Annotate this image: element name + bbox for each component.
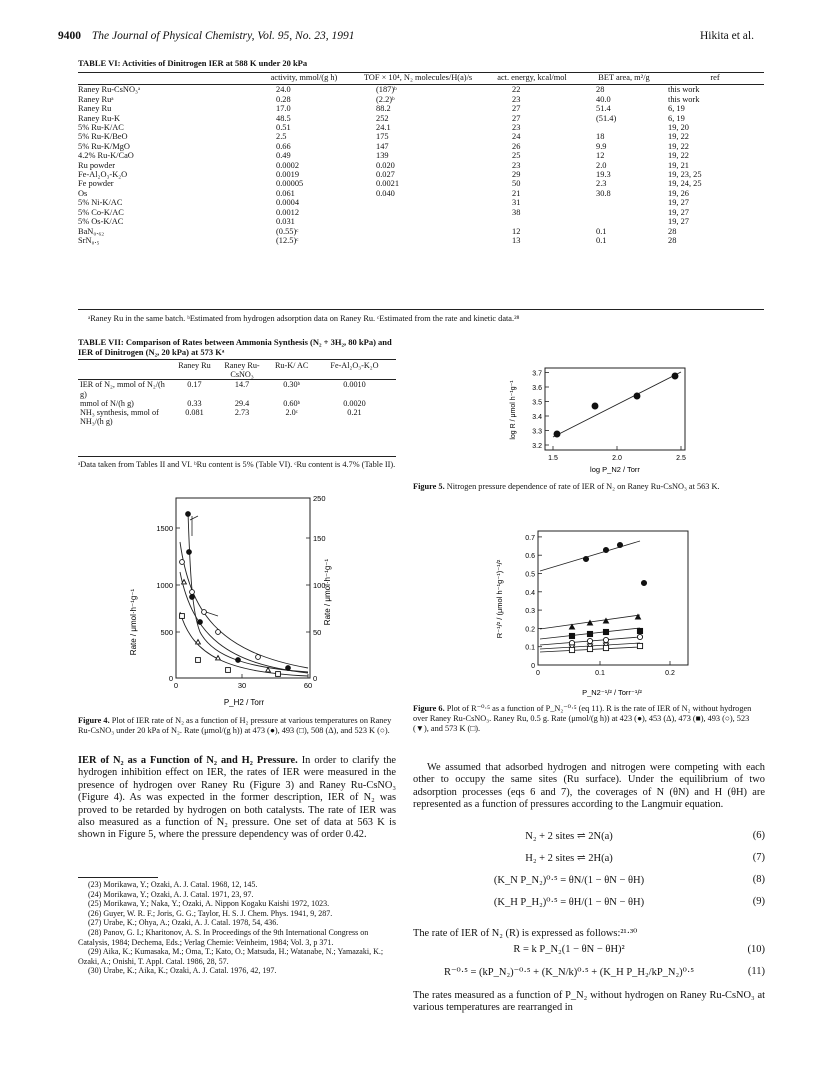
table6-cell: 88.2: [376, 104, 391, 114]
table-row: [78, 161, 764, 170]
table6-cell: 13: [512, 235, 521, 245]
table6-cell: 5% Ni-K/AC: [78, 198, 123, 208]
table6-cell: 19, 21: [668, 160, 689, 170]
table6-cell: [582, 198, 666, 207]
table6-cell: 0.28: [276, 94, 291, 104]
section-heading: IER of N₂ as a Function of N₂ and H₂ Pressure.: [78, 755, 298, 766]
table6-cell: 23: [512, 123, 521, 133]
table7: [78, 361, 396, 426]
equation-number: (9): [752, 896, 765, 907]
data-point: [216, 630, 221, 635]
table6-cell: [354, 236, 482, 245]
table6-cell: 6, 19: [668, 104, 685, 114]
table-row: [78, 217, 764, 226]
equation: [413, 874, 765, 896]
table6-cell: SrN₀.₅: [78, 235, 100, 245]
table6-cell: 28: [668, 226, 677, 236]
table-row: [78, 380, 396, 399]
table6-cell: 175: [376, 132, 389, 142]
data-point: [236, 658, 241, 663]
table6-cell: Raney Ru-K: [78, 113, 121, 123]
table6-header: activity, mmol/(g h): [254, 73, 354, 85]
table7-cell: 0.17: [187, 380, 202, 390]
data-point: [569, 647, 574, 652]
fig6-caption-text: Plot of R⁻⁰·⁵ as a function of P_N₂⁻⁰·⁵ (eq 11). R is the rate of IER of N₂ without hydrogen over Raney Ru-CsNO₃. Raney Ru, 0.5 g. Rate (μmol/(g h)) at 423 (●), 453 (Δ), 473 (■), 493 (○), 523 (▼), and 573 K (□).: [413, 704, 752, 734]
table-row: [78, 151, 764, 160]
data-point: [180, 614, 185, 619]
reference-item: (23) Morikawa, Y.; Ozaki, A. J. Catal. 1968, 12, 145.: [88, 880, 258, 889]
table6-caption: TABLE VI: Activities of Dinitrogen IER at 588 K under 20 kPa: [78, 58, 308, 68]
fig5-xlabel: log P_N2 / Torr: [590, 465, 640, 474]
table-row: [78, 170, 764, 179]
fig6-ytick: 0: [531, 663, 535, 670]
table6-cell: BaN₀.₆₂: [78, 226, 105, 236]
fig5-caption-text: Nitrogen pressure dependence of rate of IER of N₂ on Raney Ru-CsNO₃ at 563 K.: [446, 482, 720, 491]
table-row: [78, 227, 764, 236]
fig4-caption: [78, 716, 396, 736]
table6-cell: Os: [78, 188, 88, 198]
table-row: [78, 236, 764, 245]
table6-cell: 24: [512, 132, 521, 142]
data-point: [226, 668, 231, 673]
table7-cell: NH₃ synthesis, mmol of NH₃/(h g): [80, 408, 159, 427]
table6-cell: [482, 217, 582, 226]
table6-cell: 5% Co-K/AC: [78, 207, 124, 217]
table6-cell: Raney Ruᵃ: [78, 94, 114, 104]
table7-header: Raney Ru: [175, 361, 213, 380]
table6-cell: 19, 26: [668, 188, 689, 198]
table6-cell: 19, 23, 25: [668, 170, 702, 180]
table7-cell: 0.0010: [343, 380, 366, 390]
data-point: [592, 403, 598, 409]
table6-cell: 48.5: [276, 113, 291, 123]
data-point: [637, 643, 642, 648]
fig4-ylabel-right: Rate / μmol·h⁻¹g⁻¹: [323, 558, 332, 626]
right-paragraph-3: The rates measured as a function of P_N₂ without hydrogen on Raney Ru-CsNO₃ at various temperatures are rearranged in: [413, 990, 765, 1014]
table6-cell: 0.0019: [276, 170, 300, 180]
fig4-ytick-right: 100: [313, 581, 326, 590]
fig4-caption-label: Figure 4.: [78, 716, 110, 725]
table6-cell: 12: [596, 151, 605, 161]
table6-cell: Ru powder: [78, 160, 115, 170]
table-row: [78, 179, 764, 188]
data-point: [587, 638, 592, 643]
table-row: [78, 85, 764, 95]
data-point: [583, 556, 588, 561]
fig6-ytick: 0.7: [525, 534, 535, 542]
table6-cell: 21: [512, 188, 521, 198]
data-point: [603, 645, 608, 650]
fig6-ytick: 0.1: [525, 644, 535, 652]
table7-cell: 0.081: [185, 408, 204, 418]
fig4-xtick: 60: [303, 681, 313, 690]
data-point: [187, 550, 192, 555]
table6-cell: 5% Ru-K/BeO: [78, 132, 128, 142]
fig4-xtick: 0: [173, 681, 179, 690]
fig5-xtick: 1.5: [548, 455, 558, 462]
table6-cell: [582, 123, 666, 132]
equation-number: (6): [752, 830, 765, 841]
table6-header: ref: [666, 73, 764, 85]
fig5-ytick: 3.3: [532, 428, 542, 436]
fig5-ylabel: log R / μmol h⁻¹g⁻¹: [510, 380, 517, 440]
fig4-ytick-right: 250: [313, 494, 326, 503]
table6-cell: 26: [512, 141, 521, 151]
left-paragraph: [78, 755, 396, 842]
table6-cell: 23: [512, 160, 521, 170]
table7-cell: 0.60ᵇ: [283, 398, 301, 408]
fig4-ytick-right: 50: [313, 628, 322, 637]
table-row: [78, 132, 764, 141]
journal-citation: The Journal of Physical Chemistry, Vol. 95, No. 23, 1991: [91, 30, 355, 42]
table6-cell: 40.0: [596, 94, 611, 104]
table6-cell: 9.9: [596, 141, 607, 151]
table6-cell: 38: [512, 207, 521, 217]
table-row: [78, 399, 396, 408]
data-point: [180, 560, 185, 565]
left-paragraph-text: In order to clarify the hydrogen inhibition effect on IER, the rates of IER were measured in the presence of hydrogen over Raney Ru (Figure 3) and Raney Ru-CsNO₃ (Figure 4). As was expected in the former description, IER of N₂ was proved to be retarded by hydrogen on both catalysts. The rate of IER was also measured as a function of N₂ pressure. One set of data at 563 K is shown in Figure 5, where the pressure dependency was of order 0.42.: [78, 755, 397, 841]
data-point: [587, 631, 592, 636]
table7-cell: mmol of N/(h g): [80, 398, 134, 408]
equation-text: (K_H P_H₂)⁰·⁵ = θH/(1 − θN − θH): [493, 897, 645, 908]
table6-cell: 27: [512, 104, 521, 114]
table6-cell: 24.0: [276, 85, 291, 95]
equations-10-11: [413, 944, 765, 988]
table7-header: Ru-K/ AC: [270, 361, 313, 380]
table6-cell: 28: [596, 85, 605, 95]
data-point: [637, 628, 642, 633]
equation-text: R = k P_N₂(1 − θN − θH)²: [513, 944, 625, 955]
fig4-xlabel: P_H2 / Torr: [223, 698, 265, 707]
table6-cell: 19, 27: [668, 207, 689, 217]
table6-cell: 6, 19: [668, 113, 685, 123]
fig6-ytick: 0.6: [525, 553, 535, 561]
table6-cell: 0.061: [276, 188, 295, 198]
fig5-ytick: 3.6: [532, 385, 542, 392]
data-point: [603, 547, 608, 552]
table7-cell: IER of N₂, mmol of N₂/(h g): [80, 380, 165, 399]
fig4-xtick: 30: [237, 681, 247, 690]
fig4-ytick-right: 150: [313, 534, 326, 543]
table7-cell: 0.21: [347, 408, 362, 418]
data-point: [587, 620, 592, 625]
fig6-xtick: 0.1: [595, 670, 605, 677]
equations-6-9: [413, 830, 765, 918]
figure-5: [505, 362, 695, 477]
table6-cell: (12.5)ᶜ: [276, 235, 299, 245]
equation: [413, 966, 765, 988]
table6-cell: Raney Ru: [78, 104, 112, 114]
table6-cell: 19, 24, 25: [668, 179, 702, 189]
table6-cell: 0.040: [376, 188, 395, 198]
reference-item: (27) Urabe, K.; Ohya, A.; Ozaki, A. J. Catal. 1978, 54, 436.: [88, 918, 279, 928]
fig5-xtick: 2.0: [612, 455, 622, 462]
table6-cell: 0.031: [276, 217, 295, 227]
table6-cell: (2.2)ᵇ: [376, 94, 395, 104]
reference-item: (28) Panov, G. I.; Kharitonov, A. S. In Proceedings of the 9th International Congress on Catalysis, 1984; Dechema, Eds.; Verlag Chemie: Veinheim, 1984; Vol. 3, p 371.: [78, 927, 369, 947]
table6-cell: 19, 22: [668, 141, 689, 151]
table6-cell: 27: [512, 113, 521, 123]
table-row: [78, 104, 764, 113]
table6-cell: 0.66: [276, 141, 291, 151]
table6-cell: 2.3: [596, 179, 607, 189]
table6-cell: 0.020: [376, 160, 395, 170]
table6-cell: 0.0004: [276, 198, 300, 208]
data-point: [202, 610, 207, 615]
table6-header: TOF × 10⁴, N₂ molecules/H(a)/s: [354, 73, 482, 85]
data-point: [286, 666, 291, 671]
fig6-ylabel: R⁻¹/² / (μmol h⁻¹g⁻¹)⁻¹/²: [495, 559, 504, 639]
table6-header: BET area, m²/g: [582, 73, 666, 85]
reference-item: (26) Guyer, W. R. F.; Joris, G. G.; Taylor, H. S. J. Chem. Phys. 1941, 9, 287.: [88, 908, 333, 918]
table6-cell: 19, 20: [668, 123, 689, 133]
table6-cell: 0.1: [596, 235, 607, 245]
table6-cell: 24.1: [376, 123, 391, 133]
table-row: [78, 114, 764, 123]
table6-cell: 23: [512, 94, 521, 104]
table6-cell: 147: [376, 141, 389, 151]
data-point: [554, 431, 560, 437]
table-row: [78, 142, 764, 151]
table7-cell: 2.0ᶜ: [285, 408, 298, 418]
table7-cell: 0.33: [187, 398, 202, 408]
table6-cell: 0.0012: [276, 207, 300, 217]
table6-cell: 17.0: [276, 104, 291, 114]
equation: [413, 944, 765, 966]
table7-header: Raney Ru-CsNO₃: [214, 361, 271, 380]
table6-cell: 31: [512, 198, 521, 208]
fig6-ytick: 0.3: [525, 608, 535, 616]
data-point: [603, 629, 608, 634]
equation: [413, 852, 765, 874]
reference-item: (24) Morikawa, Y.; Ozaki, A. J. Catal. 1971, 23, 97.: [88, 889, 254, 899]
equation-number: (7): [752, 852, 765, 863]
fig4-ytick-left: 500: [160, 628, 173, 637]
data-point: [190, 595, 195, 600]
table6-cell: [582, 208, 666, 217]
reference-item: (30) Urabe, K.; Aika, K.; Ozaki, A. J. Catal. 1976, 42, 197.: [88, 966, 277, 976]
data-point: [634, 393, 640, 399]
data-point: [276, 672, 281, 677]
reference-item: (25) Morikawa, Y.; Naka, Y.; Ozaki, A. Nippon Kogaku Kaishi 1972, 1023.: [88, 899, 330, 909]
equation-number: (8): [752, 874, 765, 885]
page-number: 9400: [58, 30, 81, 42]
fig5-ytick: 3.7: [532, 370, 542, 378]
table6-cell: 4.2% Ru-K/CaO: [78, 151, 134, 161]
table7-header: [78, 361, 175, 380]
table6-cell: (187)ᵇ: [376, 85, 397, 95]
data-point: [216, 656, 221, 660]
table6-cell: Raney Ru-CsNO₃ᵃ: [78, 85, 141, 95]
table-row: [78, 189, 764, 198]
table6-cell: (0.55)ᶜ: [276, 226, 299, 236]
data-point: [603, 637, 608, 642]
table6-cell: Fe-Al₂O₃-K₂O: [78, 170, 128, 180]
data-point: [637, 634, 642, 639]
fig4-ytick-left: 1500: [156, 524, 173, 533]
table6-cell: (51.4): [596, 113, 617, 123]
right-paragraph-2: The rate of IER of N₂ (R) is expressed as follows:²¹·³⁰: [413, 928, 638, 939]
table-row: [78, 198, 764, 207]
table6-header: [78, 73, 254, 85]
fig6-ytick: 0.2: [525, 626, 535, 634]
table6-cell: 51.4: [596, 104, 611, 114]
fig5-caption-label: Figure 5.: [413, 482, 445, 491]
table6-cell: 19, 27: [668, 217, 689, 227]
table-row: [78, 95, 764, 104]
table7-cell: 14.7: [234, 380, 250, 390]
table7-footnote: ᵃData taken from Tables II and VI. ᵇRu content is 5% (Table VI). ᶜRu content is 4.7% (Table II).: [78, 460, 396, 469]
fig6-caption-label: Figure 6.: [413, 704, 445, 713]
figure-6: [490, 525, 700, 700]
table6-cell: 5% Os-K/AC: [78, 217, 124, 227]
data-point: [196, 640, 201, 644]
table-row: [78, 208, 764, 217]
equation-number: (10): [747, 944, 765, 955]
fig4-ytick-left: 0: [168, 674, 173, 683]
data-point: [641, 580, 646, 585]
fig5-ytick: 3.4: [532, 414, 542, 421]
fig5-ytick: 3.5: [532, 399, 542, 407]
table6-cell: [354, 208, 482, 217]
equation-text: (K_N P_N₂)⁰·⁵ = θN/(1 − θN − θH): [493, 875, 645, 886]
equation: [413, 830, 765, 852]
fig5-caption: [413, 482, 765, 492]
table6-footnote: ᵃRaney Ru in the same batch. ᵇEstimated from hydrogen adsorption data on Raney Ru. ᶜEstimated from the rate and kinetic data.²⁸: [88, 314, 520, 323]
figure-4: [118, 492, 348, 712]
table7-caption: TABLE VII: Comparison of Rates between Ammonia Synthesis (N₂ + 3H₂, 80 kPa) and IER of Dinitrogen (N₂, 20 kPa) at 573 Kᵃ: [78, 337, 392, 357]
table7-cell: 2.73: [234, 408, 250, 418]
equation: [413, 896, 765, 918]
table6-cell: 0.51: [276, 123, 291, 133]
fig4-ytick-right: 0: [313, 674, 318, 683]
right-paragraph-1: We assumed that adsorbed hydrogen and nitrogen were competing with each other to occupy the same sites (Ru surface). Under the equilibrium of two adsorption processes (eqs 6 and 7), the coverages of N (θN) and H (θH) are represented as a function of pressures according to the Langmuir equation.: [413, 762, 765, 811]
table6-cell: Fe powder: [78, 179, 114, 189]
data-point: [569, 633, 574, 638]
table7-header: Fe-Al₂O₃-K₂O: [313, 361, 396, 380]
table6-header: act. energy, kcal/mol: [482, 73, 582, 85]
fig5-ytick: 3.2: [532, 443, 542, 450]
table7-cell: 0.0020: [343, 398, 366, 408]
table6-cell: 22: [512, 85, 521, 95]
table6-cell: 29: [512, 170, 521, 180]
table6-cell: 19, 27: [668, 198, 689, 208]
data-point: [196, 658, 201, 663]
table6-cell: 19.3: [596, 170, 611, 180]
equation-text: H₂ + 2 sites ⇌ 2H(a): [525, 853, 613, 864]
fig6-caption: [413, 704, 765, 735]
table6-cell: 0.49: [276, 151, 291, 161]
table6-cell: 30.8: [596, 188, 611, 198]
table6-cell: 139: [376, 151, 389, 161]
equation-text: N₂ + 2 sites ⇌ 2N(a): [525, 831, 613, 842]
data-point: [587, 646, 592, 651]
table6-cell: 0.027: [376, 170, 395, 180]
fig4-ytick-left: 1000: [156, 581, 173, 590]
fig6-xtick: 0: [536, 670, 540, 677]
table6-cell: 5% Ru-K/MgO: [78, 141, 130, 151]
data-point: [182, 580, 187, 584]
reference-item: (29) Aika, K.; Kumasaka, M.; Oma, T.; Kato, O.; Matsuda, H.; Watanabe, N.; Yamazaki, K.; Ozaki, A.; Onishi, T. Appl. Catal. 1986, 28, 57.: [78, 947, 384, 966]
data-point: [672, 373, 678, 379]
table6-cell: 19, 22: [668, 132, 689, 142]
table6: [78, 73, 764, 245]
table6-cell: this work: [668, 85, 700, 95]
table6-cell: 5% Ru-K/AC: [78, 123, 124, 133]
table6-cell: this work: [668, 94, 700, 104]
table6-cell: 2.5: [276, 132, 287, 142]
data-point: [198, 620, 203, 625]
table-row: [78, 123, 764, 132]
table7-cell: 0.30ᵇ: [283, 380, 301, 390]
table6-cell: [354, 227, 482, 236]
table6-cell: 2.0: [596, 160, 607, 170]
fig6-ytick: 0.5: [525, 571, 535, 579]
data-point: [186, 512, 191, 517]
table7-cell: 29.4: [234, 398, 250, 408]
table-row: [78, 408, 396, 426]
table6-cell: [354, 198, 482, 207]
table6-cell: 19, 22: [668, 151, 689, 161]
reference-list: [78, 880, 396, 976]
table6-cell: 0.0021: [376, 179, 400, 189]
table6-cell: 252: [376, 113, 389, 123]
fig4-caption-text: Plot of IER rate of N₂ as a function of H₂ pressure at various temperatures on Raney Ru-CsNO₃ under 20 kPa of N₂. Rate (μmol/(g h)) at 473 (●), 493 (□), 508 (Δ), and 523 K (○).: [78, 716, 392, 736]
data-point: [617, 542, 622, 547]
table6-cell: 25: [512, 151, 521, 161]
running-header: [58, 30, 354, 42]
fig6-xtick: 0.2: [665, 670, 675, 677]
table6-cell: 50: [512, 179, 521, 189]
table6-cell: 12: [512, 226, 521, 236]
data-point: [256, 655, 261, 660]
table6-cell: 0.1: [596, 226, 607, 236]
table6-cell: 0.0002: [276, 160, 300, 170]
fig6-xlabel: P_N2⁻¹/² / Torr⁻¹/²: [582, 688, 642, 697]
table6-cell: [582, 217, 666, 226]
table6-cell: [354, 217, 482, 226]
table6-cell: 0.00005: [276, 179, 304, 189]
equation-text: R⁻⁰·⁵ = (kP_N₂)⁻⁰·⁵ + (K_N/k)⁰·⁵ + (K_H P_H₂/kP_N₂)⁰·⁵: [443, 967, 695, 978]
equation-number: (11): [747, 966, 765, 977]
table6-cell: 28: [668, 235, 677, 245]
fig5-xtick: 2.5: [676, 455, 686, 462]
fig6-ytick: 0.4: [525, 589, 535, 597]
data-point: [190, 590, 195, 595]
fig4-ylabel-left: Rate / μmol·h⁻¹g⁻¹: [129, 588, 138, 656]
table6-cell: 18: [596, 132, 605, 142]
authors: Hikita et al.: [700, 30, 754, 42]
